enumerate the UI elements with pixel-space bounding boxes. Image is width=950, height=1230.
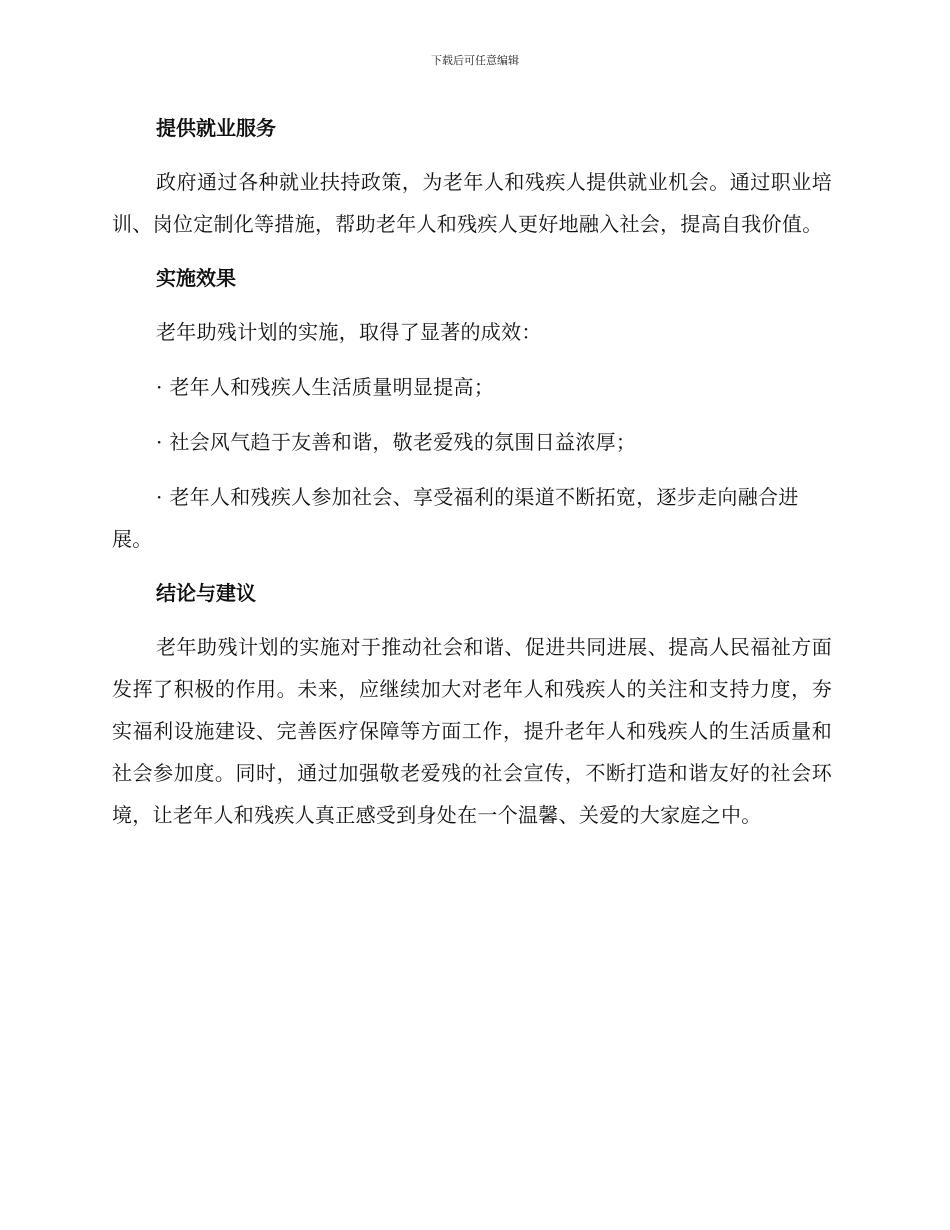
- paragraph-conclusion: 老年助残计划的实施对于推动社会和谐、促进共同进展、提高人民福祉方面发挥了积极的作用。未来，应继续加大对老年人和残疾人的关注和支持力度，夯实福利设施建设、完善医疗保障等方面工作，提升老年人和残疾人的生活质量和社会参加度。同时，通过加强敬老爱残的社会宣传，不断打造和谐友好的社会环境，让老年人和残疾人真正感受到身处在一个温馨、关爱的大家庭之中。: [112, 635, 832, 827]
- paragraph-employment: 政府通过各种就业扶持政策，为老年人和残疾人提供就业机会。通过职业培训、岗位定制化等措施，帮助老年人和残疾人更好地融入社会，提高自我价值。: [112, 170, 832, 236]
- bullet-item-quality-of-life: · 老年人和残疾人生活质量明显提高；: [156, 375, 495, 399]
- section-heading-conclusion: 结论与建议: [156, 581, 256, 605]
- bullet-item-social-atmosphere: · 社会风气趋于友善和谐，敬老爱残的氛围日益浓厚；: [156, 430, 637, 454]
- page-header: 下载后可任意编辑: [431, 54, 519, 67]
- section-heading-effects: 实施效果: [156, 266, 236, 290]
- paragraph-effects-intro: 老年助残计划的实施，取得了显著的成效：: [156, 320, 542, 344]
- bullet-item-participation-channels: · 老年人和残疾人参加社会、享受福利的渠道不断拓宽，逐步走向融合进展。: [112, 485, 799, 551]
- section-heading-employment: 提供就业服务: [156, 116, 276, 140]
- document-body: [112, 108, 832, 836]
